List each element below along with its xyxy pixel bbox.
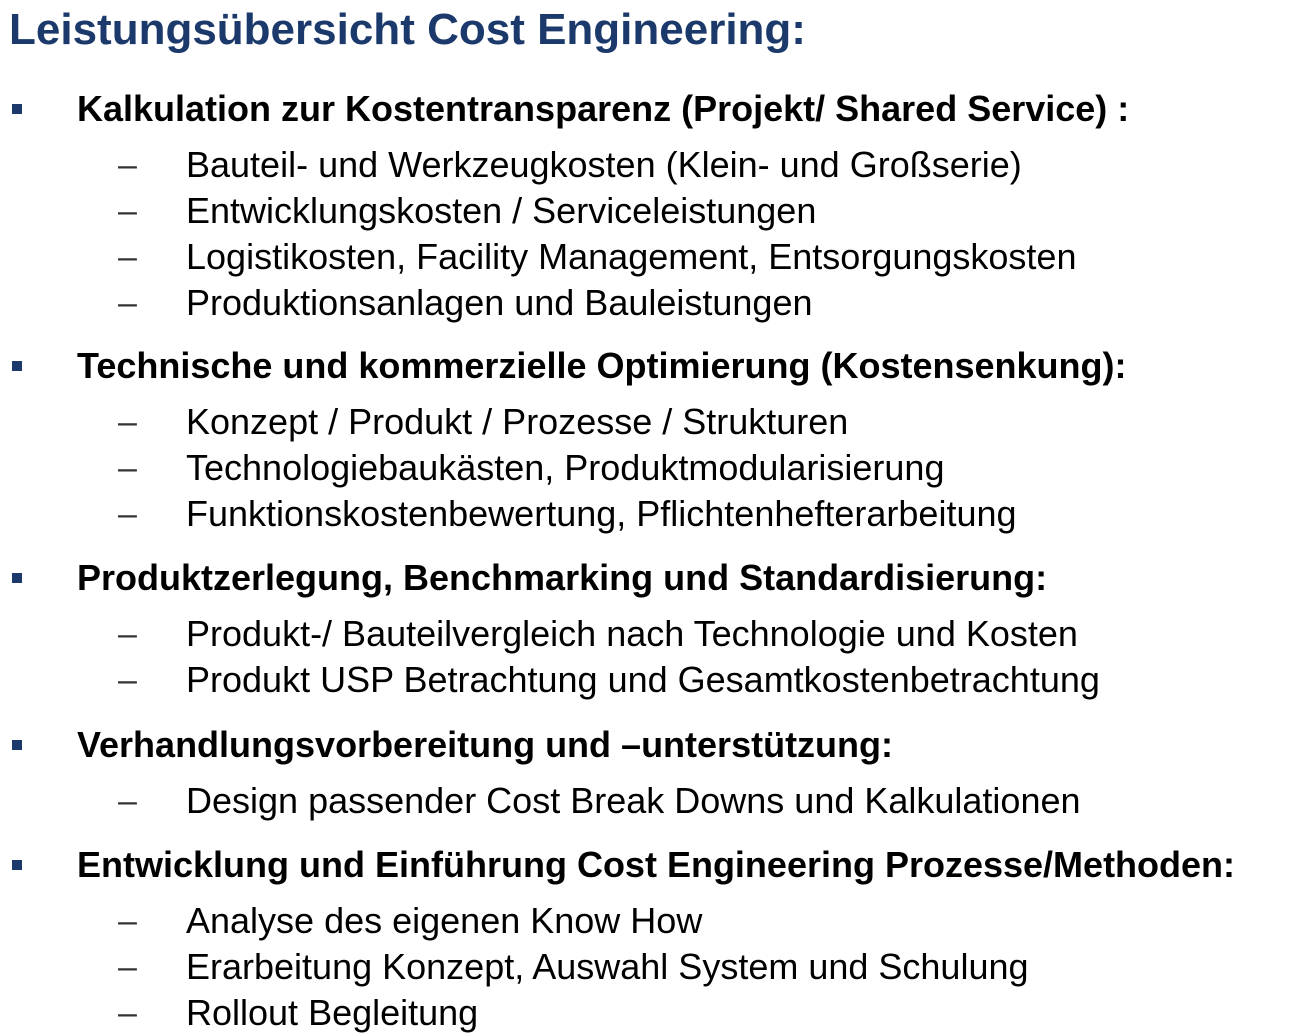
list-item-text: Entwicklungskosten / Serviceleistungen xyxy=(186,190,817,231)
dash-icon: – xyxy=(118,284,137,322)
list-item-text: Design passender Cost Break Downs und Kalkulationen xyxy=(186,780,1081,821)
list-item-text: Produktionsanlagen und Bauleistungen xyxy=(186,282,813,323)
dash-icon: – xyxy=(118,948,137,986)
dash-icon: – xyxy=(118,782,137,820)
dash-icon: – xyxy=(118,192,137,230)
dash-icon: – xyxy=(118,403,137,441)
list-item xyxy=(0,944,1300,990)
list-item-text: Rollout Begleitung xyxy=(186,992,479,1033)
section-heading-row xyxy=(0,720,1300,770)
dash-icon: – xyxy=(118,238,137,276)
section-heading: Verhandlungsvorbereitung und –unterstützung: xyxy=(77,724,894,765)
section-produktzerlegung xyxy=(0,553,1300,703)
list-item-text: Bauteil- und Werkzeugkosten (Klein- und Großserie) xyxy=(186,144,1022,185)
list-item xyxy=(0,990,1300,1036)
dash-icon: – xyxy=(118,661,137,699)
dash-icon: – xyxy=(118,615,137,653)
list-item-text: Funktionskostenbewertung, Pflichtenhefterarbeitung xyxy=(186,493,1017,534)
section-heading: Kalkulation zur Kostentransparenz (Projekt/ Shared Service) : xyxy=(77,88,1130,129)
list-item xyxy=(0,445,1300,491)
square-bullet-icon xyxy=(12,104,22,114)
list-item-text: Produkt-/ Bauteilvergleich nach Technologie und Kosten xyxy=(186,613,1078,654)
list-item-text: Logistikosten, Facility Management, Entsorgungskosten xyxy=(186,236,1077,277)
list-item xyxy=(0,188,1300,234)
list-item-text: Analyse des eigenen Know How xyxy=(186,900,703,941)
square-bullet-icon xyxy=(12,860,22,870)
page-title: Leistungsübersicht Cost Engineering: xyxy=(9,5,806,54)
section-heading: Produktzerlegung, Benchmarking und Standardisierung: xyxy=(77,557,1048,598)
section-heading-row xyxy=(0,341,1300,391)
list-item-text: Produkt USP Betrachtung und Gesamtkostenbetrachtung xyxy=(186,659,1100,700)
dash-icon: – xyxy=(118,146,137,184)
dash-icon: – xyxy=(118,994,137,1032)
section-heading: Technische und kommerzielle Optimierung (Kostensenkung): xyxy=(77,345,1127,386)
section-heading-row xyxy=(0,84,1300,134)
section-optimierung xyxy=(0,341,1300,537)
section-kalkulation xyxy=(0,84,1300,326)
list-item xyxy=(0,491,1300,537)
list-item-text: Konzept / Produkt / Prozesse / Strukturen xyxy=(186,401,849,442)
list-item xyxy=(0,611,1300,657)
square-bullet-icon xyxy=(12,361,22,371)
list-item xyxy=(0,234,1300,280)
list-item-text: Erarbeitung Konzept, Auswahl System und Schulung xyxy=(186,946,1029,987)
dash-icon: – xyxy=(118,495,137,533)
section-heading: Entwicklung und Einführung Cost Engineering Prozesse/Methoden: xyxy=(77,844,1236,885)
section-heading-row xyxy=(0,840,1300,890)
list-item xyxy=(0,778,1300,824)
dash-icon: – xyxy=(118,902,137,940)
section-verhandlung xyxy=(0,720,1300,824)
dash-icon: – xyxy=(118,449,137,487)
list-item-text: Technologiebaukästen, Produktmodularisierung xyxy=(186,447,945,488)
square-bullet-icon xyxy=(12,573,22,583)
list-item xyxy=(0,142,1300,188)
list-item xyxy=(0,399,1300,445)
list-item xyxy=(0,280,1300,326)
section-entwicklung xyxy=(0,840,1300,1036)
square-bullet-icon xyxy=(12,740,22,750)
section-heading-row xyxy=(0,553,1300,603)
list-item xyxy=(0,898,1300,944)
list-item xyxy=(0,657,1300,703)
